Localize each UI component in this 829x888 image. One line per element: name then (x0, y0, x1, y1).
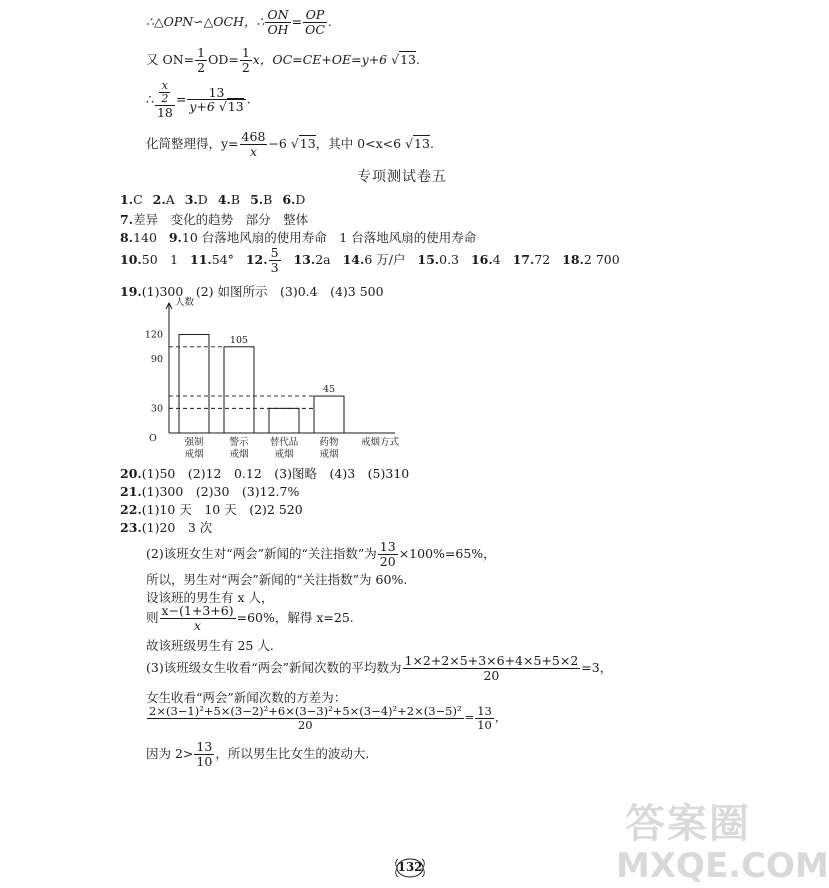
bar (269, 408, 299, 433)
derivation-line-2: 又 ON= $\frac{1}{2}$ OD= $\frac{1}{2}$ x，OC=CE+OE=y+6 √13. (146, 45, 420, 75)
page-number-badge (393, 856, 427, 880)
answer-value: D (197, 192, 208, 207)
answer-number: 1. (120, 192, 134, 207)
category-label: 戒烟 (184, 449, 204, 460)
answer-value: A (165, 192, 175, 207)
origin-label: O (149, 433, 157, 444)
category-label: 戒烟 (319, 449, 339, 460)
answer-number: 4. (217, 192, 231, 207)
q23-part2-line-c: 设该班的男生有 x 人， (146, 590, 274, 605)
answer-value: B (230, 192, 241, 207)
derivation-line-1: ∴△OPN∽△OCH，∴ $\frac{ON}{OH}$ = $\frac{OP}{OC}$ . (146, 7, 332, 37)
answer-value: B (263, 192, 273, 207)
answer-23: 23.(1)20 3 次 (120, 520, 213, 535)
q23-part3-line-a: (3)该班级女生收看“两会”新闻次数的平均数为 $\frac{1\times 2+2\times 5+3\times 6+4\times 5+5\times 2}{20}$ =3， (146, 653, 613, 683)
answer-number: 6. (282, 192, 296, 207)
answer-1 (120, 192, 143, 207)
q23-part3-line-b: 女生收看“两会”新闻次数的方差为： (146, 690, 347, 705)
answer-8-9: 8.140 9.10 台落地风扇的使用寿命 1 台落地风扇的使用寿命 (120, 230, 477, 245)
q23-part3-variance: $\frac{\text{2×(3−1)²+5×(3−2)²+6×(3−3)²+5×(3−4)²+2×(3−5)²}}{20}$ = $\frac{13}{10}$ ， (149, 704, 507, 732)
y-tick-label: 30 (150, 403, 163, 415)
section-title: 专项测试卷五 (357, 169, 447, 185)
category-label: 警示 (229, 437, 249, 448)
bar (224, 347, 254, 433)
q23-part2-line-a: (2)该班女生对“两会”新闻的“关注指数”为 $\frac{13}{20}$ ×100%=65%， (146, 539, 496, 569)
answer-22: 22.(1)10 天 10 天 (2)2 520 (120, 502, 303, 517)
category-label: 药物 (319, 437, 339, 448)
answer-3 (185, 192, 208, 207)
watermark-bottom: MXQE.COM (616, 846, 829, 886)
answers-10-18: 10.50 1 11.54° 12. $\frac{5}{3}$ 13.2a 14.6 万/户 15.0.3 16.4 17.72 18.2 700 (120, 245, 620, 275)
answer-19: 19.(1)300 (2) 如图所示 (3)0.4 (4)3 500 (120, 284, 384, 299)
answer-number: 3. (184, 192, 198, 207)
derivation-line-3: ∴ $\frac{\frac{x}{2}}{18}$ = $\frac{13}{y+6 √13}$ . (146, 79, 251, 121)
answer-4 (218, 192, 240, 207)
bar-value-label: 45 (322, 384, 336, 396)
q23-part2-line-e: 故该班级男生有 25 人. (146, 638, 274, 653)
bar (314, 396, 344, 433)
y-axis-label: 人数 (175, 297, 195, 308)
bar-value-label: 105 (229, 334, 249, 346)
x-axis-label: 戒烟方式 (360, 437, 400, 448)
answer-2 (153, 192, 175, 207)
bar (179, 334, 209, 433)
smoking-chart (135, 293, 410, 465)
y-tick-label: 120 (144, 329, 163, 341)
answer-21: 21.(1)300 (2)30 (3)12.7% (120, 484, 300, 499)
derivation-line-4: 化简整理得，y= $\frac{468}{x}$ −6 √13，其中 0<x<6 √13. (146, 129, 434, 159)
answer-7: 7.差异 变化的趋势 部分 整体 (120, 212, 309, 227)
answer-6 (282, 192, 305, 207)
q23-part3-conclusion: 因为 2> $\frac{13}{10}$ ，所以男生比女生的波动大. (146, 739, 370, 769)
category-label: 戒烟 (229, 449, 249, 460)
answer-5 (250, 192, 272, 207)
q23-part2-line-b: 所以，男生对“两会”新闻的“关注指数”为 60%. (146, 572, 408, 587)
q23-part2-line-d: 则 $\frac{x-(1+3+6)}{x}$ =60%，解得 x=25. (146, 603, 354, 633)
page-number: 132 (397, 860, 423, 874)
answer-value: C (133, 192, 143, 207)
answers-row-1-6 (120, 192, 315, 207)
answer-number: 2. (152, 192, 166, 207)
category-label: 强制 (184, 437, 204, 448)
answer-number: 5. (250, 192, 264, 207)
category-label: 替代品 (269, 437, 299, 448)
y-tick-label: 90 (150, 354, 163, 366)
category-label: 戒烟 (274, 449, 294, 460)
answer-value: D (295, 192, 306, 207)
answer-20: 20.(1)50 (2)12 0.12 (3)图略 (4)3 (5)310 (120, 466, 410, 481)
watermark-top: 答案圈 (625, 801, 751, 847)
